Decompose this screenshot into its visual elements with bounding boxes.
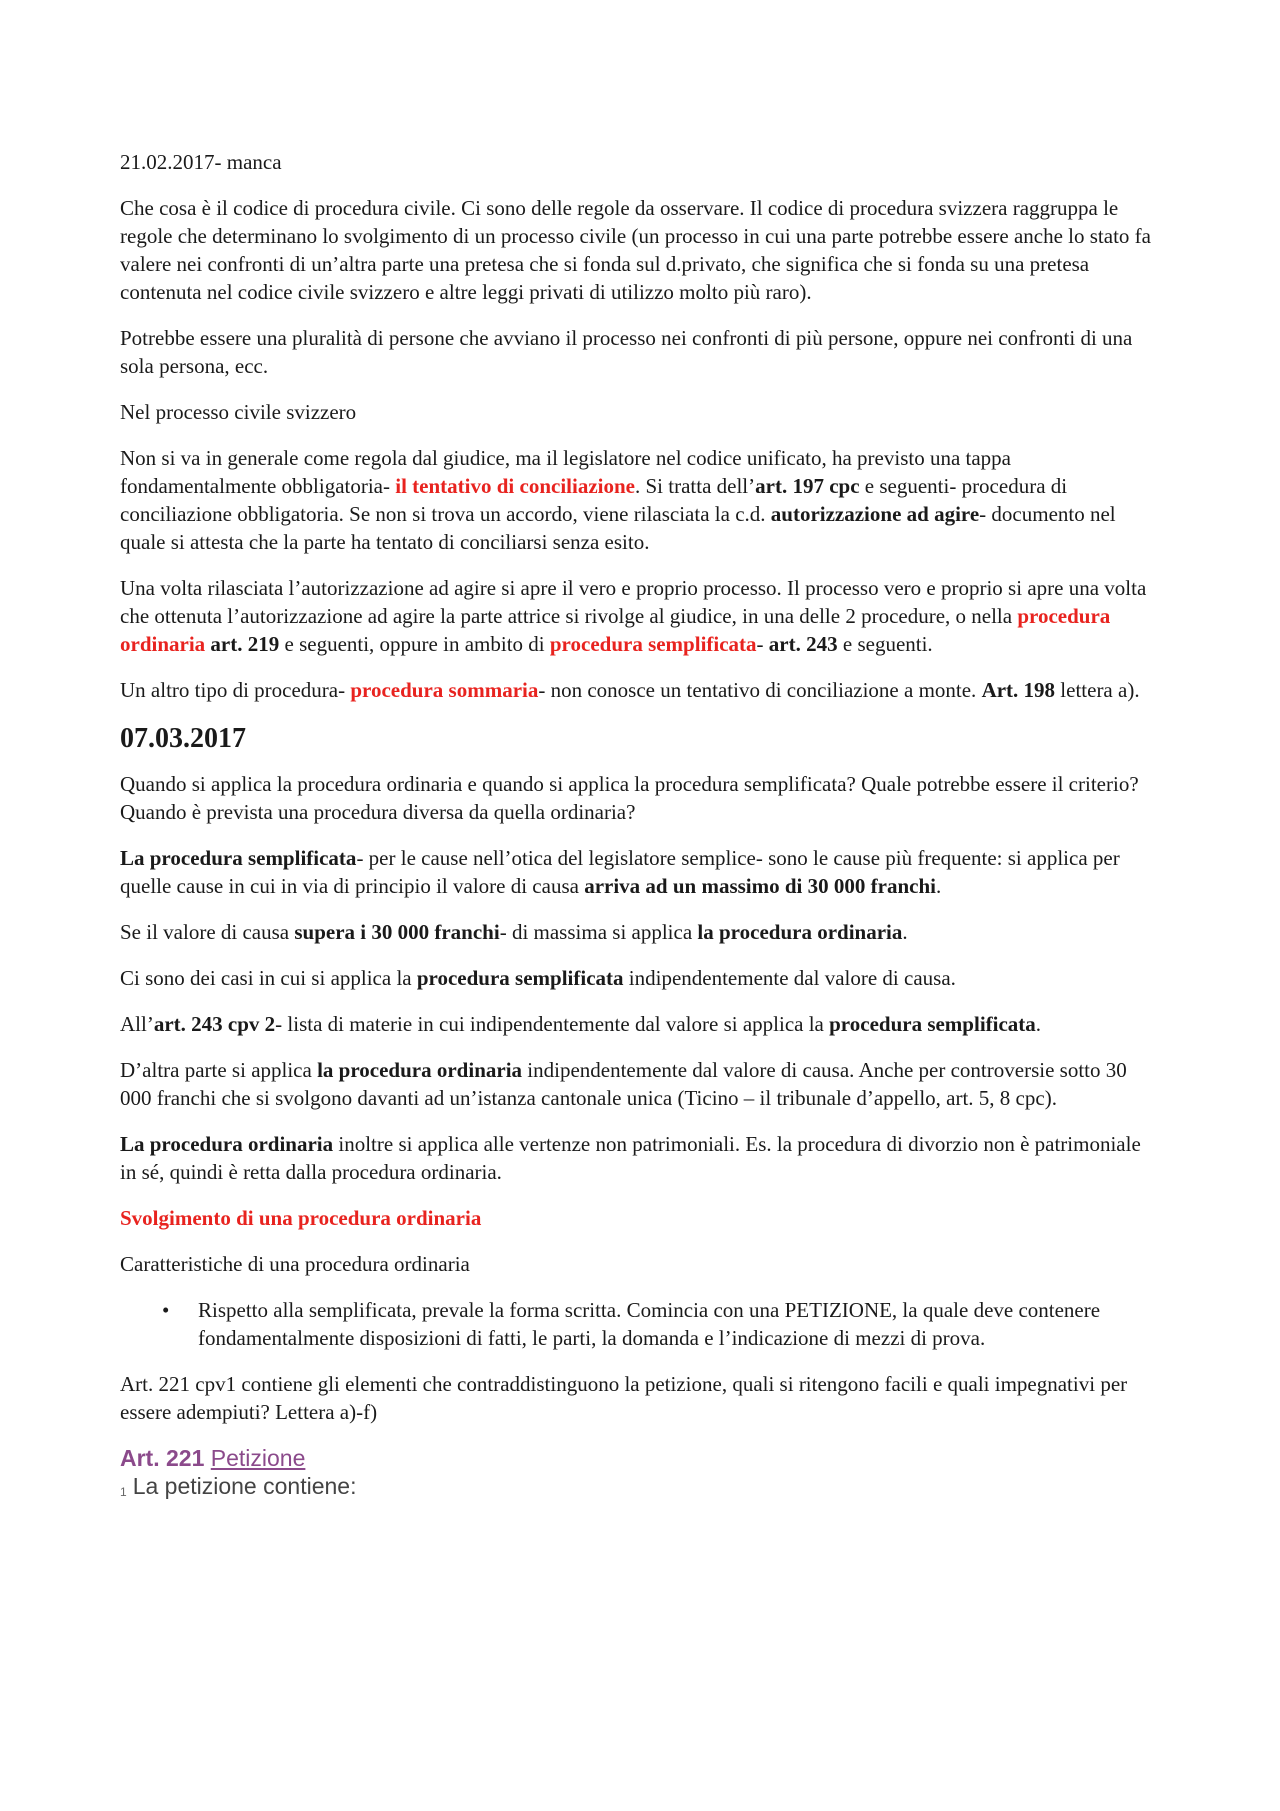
paragraph-conciliation: Non si va in generale come regola dal giudice, ma il legislatore nel codice unificato, ha previsto una tappa fondamentalmente obbligatoria- il tentativo di conciliazione. Si tratta dell’art. 197 cpc e seguenti- procedura di conciliazione obbligatoria. Se non si trova un accordo, viene rilasciata la c.d. autorizzazione ad agire- documento nel quale si attesta che la parte ha tentato di conciliarsi senza esito. xyxy=(120,446,1116,554)
paragraph-plurality: Potrebbe essere una pluralità di persone che avviano il processo nei confronti di più persone, oppure nei confronti di una sola persona, ecc. xyxy=(120,326,1133,378)
article-line: $^1$ La petizione contiene: xyxy=(120,1473,357,1499)
bullet-list xyxy=(120,1296,1160,1352)
paragraph-intro: Che cosa è il codice di procedura civile. Ci sono delle regole da osservare. Il codice di procedura svizzera raggruppa le regole che determinano lo svolgimento di un processo civile (un processo in cui una parte potrebbe essere anche lo stato fa valere nei confronti di un’altra parte una pretesa che si fonda sul d.privato, che significa che si fonda su una pretesa contenuta nel codice civile svizzero e altre leggi privati di utilizzo molto più raro). xyxy=(120,196,1151,304)
date-heading: 07.03.2017 xyxy=(120,723,246,754)
paragraph-swiss-process: Nel processo civile svizzero xyxy=(120,400,357,424)
paragraph-authorization: Una volta rilasciata l’autorizzazione ad agire si apre il vero e proprio processo. Il processo vero e proprio si apre una volta che ottenuta l’autorizzazione ad agire la parte attrice si rivolge al giudice, in una delle 2 procedure, o nella procedura ordinaria art. 219 e seguenti, oppure in ambito di procedura semplificata- art. 243 e seguenti. xyxy=(120,576,1147,656)
paragraph-sommaria: Un altro tipo di procedura- procedura sommaria- non conosce un tentativo di conciliazione a monte. Art. 198 lettera a). xyxy=(120,678,1140,702)
paragraph-special-cases: Ci sono dei casi in cui si applica la procedura semplificata indipendentemente dal valore di causa. xyxy=(120,966,956,990)
article-title-link[interactable]: Petizione xyxy=(210,1445,306,1471)
list-item: • Rispetto alla semplificata, prevale la forma scritta. Comincia con una PETIZIONE, la quale deve contenere fondamentalmente disposizioni di fatti, le parti, la domanda e l’indicazione di mezzi di prova. xyxy=(162,1298,1101,1350)
paragraph-characteristics: Caratteristiche di una procedura ordinaria xyxy=(120,1252,470,1276)
paragraph-number: 1 xyxy=(120,1485,127,1499)
paragraph-value-threshold: Se il valore di causa supera i 30 000 franchi- di massima si applica la procedura ordinaria. xyxy=(120,920,908,944)
highlight-semplificata: procedura semplificata xyxy=(549,632,757,656)
section-title: Svolgimento di una procedura ordinaria xyxy=(120,1206,482,1230)
article-heading xyxy=(120,1444,1160,1472)
document-page xyxy=(120,148,1160,1500)
date-line: 21.02.2017- manca xyxy=(120,150,282,174)
bullet-icon: • xyxy=(162,1298,170,1322)
highlight-conciliation: il tentativo di conciliazione xyxy=(395,474,635,498)
paragraph-ordinaria-always: D’altra parte si applica la procedura ordinaria indipendentemente dal valore di causa. Anche per controversie sotto 30 000 franchi che si svolgono davanti ad un’istanza cantonale unica (Ticino – il tribunale d’appello, art. 5, 8 cpc). xyxy=(120,1058,1127,1110)
article-number: Art. 221 xyxy=(120,1445,205,1471)
paragraph-art-221: Art. 221 cpv1 contiene gli elementi che contraddistinguono la petizione, quali si ritengono facili e quali impegnativi per essere adempiuti? Lettera a)-f) xyxy=(120,1372,1128,1424)
paragraph-semplificata: La procedura semplificata- per le cause nell’otica del legislatore semplice- sono le cause più frequente: si applica per quelle cause in cui in via di principio il valore di causa arriva ad un massimo di 30 000 franchi. xyxy=(120,846,1120,898)
highlight-ordinaria: procedura ordinaria xyxy=(120,604,1111,656)
highlight-sommaria: procedura sommaria xyxy=(350,678,539,702)
paragraph-art-243: All’art. 243 cpv 2- lista di materie in cui indipendentemente dal valore si applica la procedura semplificata. xyxy=(120,1012,1042,1036)
paragraph-question: Quando si applica la procedura ordinaria e quando si applica la procedura semplificata? Quale potrebbe essere il criterio? Quando è prevista una procedura diversa da quella ordinaria? xyxy=(120,772,1139,824)
paragraph-non-patrimonial: La procedura ordinaria inoltre si applica alle vertenze non patrimoniali. Es. la procedura di divorzio non è patrimoniale in sé, quindi è retta dalla procedura ordinaria. xyxy=(120,1132,1141,1184)
